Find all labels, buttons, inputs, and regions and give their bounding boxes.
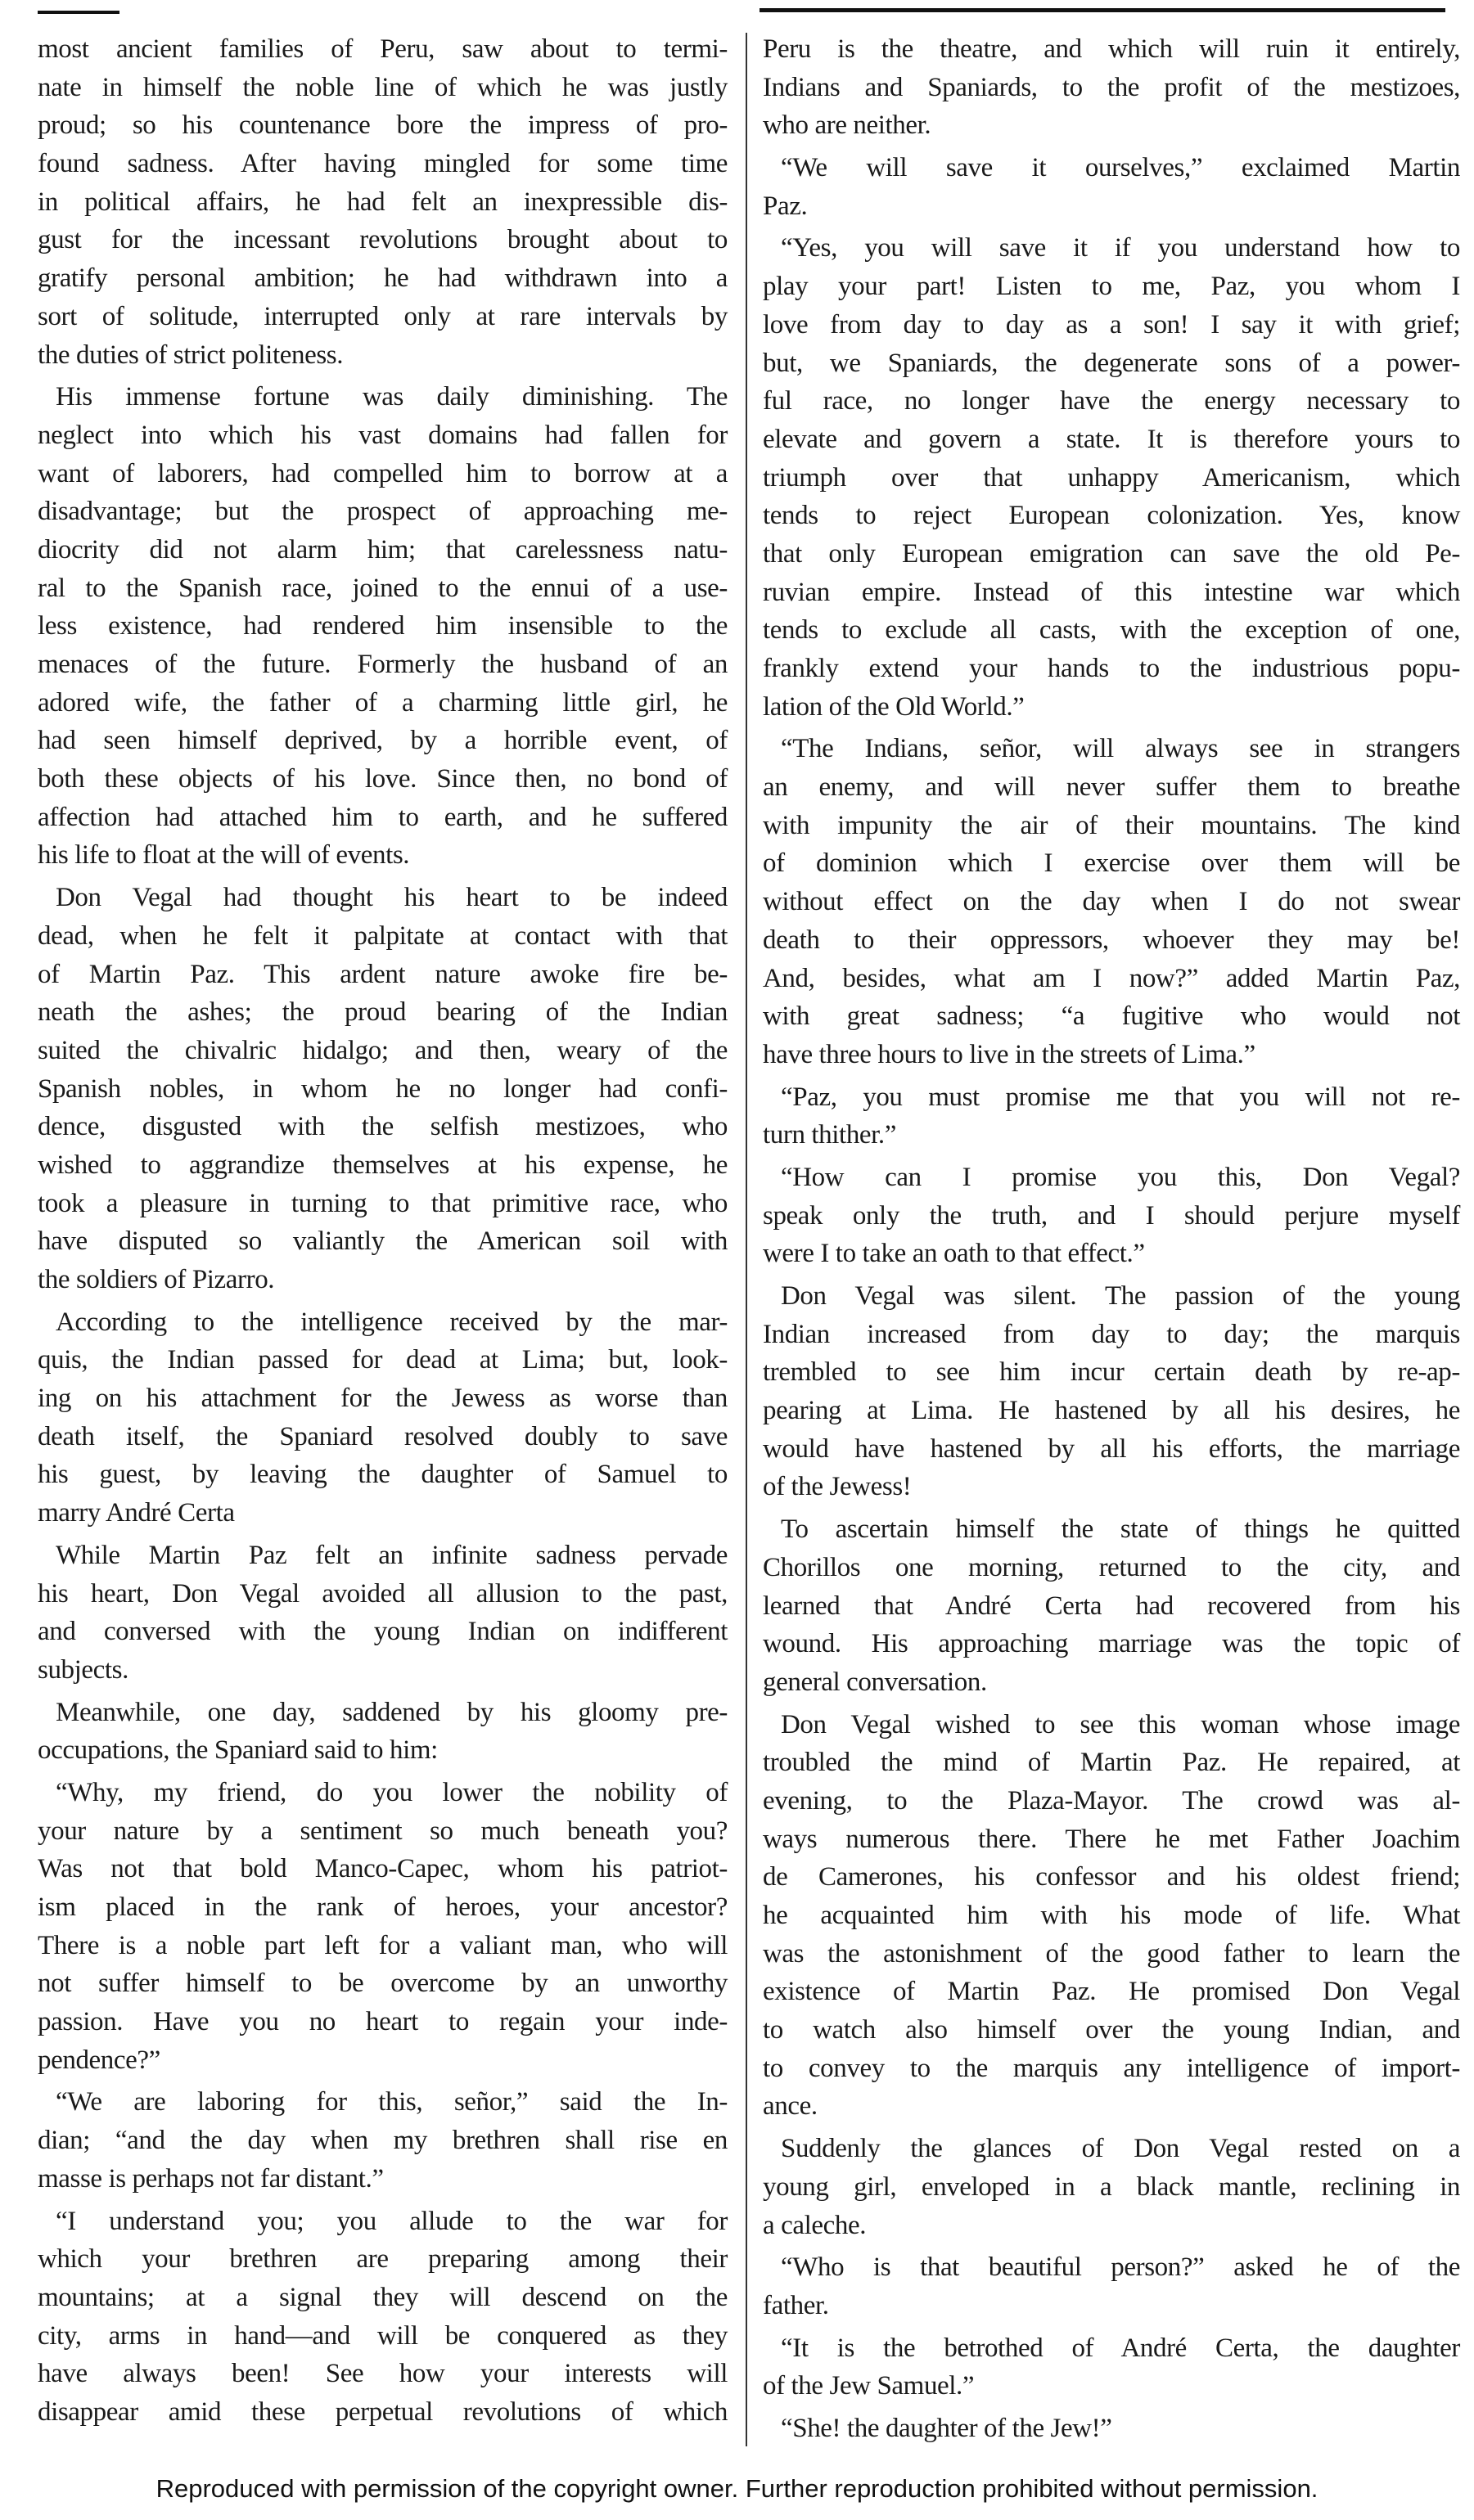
text-line: “Yes, you will save it if you understand how to <box>781 233 1460 263</box>
text-line: ful race, no longer have the energy necessary to <box>763 386 1460 416</box>
paragraph <box>763 2130 1460 2244</box>
text-line: ral to the Spanish race, joined to the ennui of a use- <box>38 573 728 603</box>
text-line: triumph over that unhappy Americanism, which <box>763 462 1460 493</box>
text-line: ance. <box>763 2091 818 2122</box>
top-rule-right <box>760 8 1445 12</box>
text-line: de Camerones, his confessor and his oldest friend; <box>763 1862 1460 1892</box>
text-line: “Why, my friend, do you lower the nobility of <box>56 1777 728 1807</box>
text-line: subjects. <box>38 1654 128 1685</box>
text-line: lation of the Old World.” <box>763 691 1025 722</box>
text-line: proud; so his countenance bore the impress of pro- <box>38 110 728 141</box>
text-line: father. <box>763 2290 829 2320</box>
text-line: without effect on the day when I do not swear <box>763 887 1460 917</box>
text-line: dead, when he felt it palpitate at contact with that <box>38 920 728 951</box>
text-line: “She! the daughter of the Jew!” <box>781 2413 1112 2443</box>
text-line: passion. Have you no heart to regain your inde- <box>38 2007 728 2037</box>
text-line: his life to float at the will of events. <box>38 840 410 871</box>
text-line: masse is perhaps not far distant.” <box>38 2163 384 2194</box>
text-line: who are neither. <box>763 110 931 141</box>
text-line: disadvantage; but the prospect of approaching me- <box>38 497 728 527</box>
text-line: There is a noble part left for a valiant man, who will <box>38 1930 728 1960</box>
paragraph <box>763 2329 1460 2405</box>
text-line: mountains; at a signal they will descend on the <box>38 2282 728 2312</box>
text-line: “Paz, you must promise me that you will not re- <box>781 1082 1460 1112</box>
text-line: Meanwhile, one day, saddened by his gloomy pre- <box>56 1697 728 1727</box>
text-line: Spanish nobles, in whom he no longer had confi- <box>38 1073 728 1104</box>
text-line: the duties of strict politeness. <box>38 340 344 370</box>
text-line: trembled to see him incur certain death by re-ap- <box>763 1357 1460 1388</box>
text-line: wished to aggrandize themselves at his expense, he <box>38 1150 728 1180</box>
text-line: disappear amid these perpetual revolutions of which <box>38 2396 728 2427</box>
text-line: he acquainted him with his mode of life. What <box>763 1901 1460 1930</box>
paragraph <box>763 1159 1460 1273</box>
text-line: not suffer himself to be overcome by an unworthy <box>38 1969 728 1999</box>
text-line: ways numerous there. There he met Father Joachim <box>763 1824 1460 1854</box>
text-line: which your brethren are preparing among their <box>38 2244 728 2275</box>
text-line: a caleche. <box>763 2210 867 2240</box>
paragraph <box>763 2248 1460 2324</box>
text-line: affection had attached him to earth, and he suffered <box>38 802 728 832</box>
copyright-footer: Reproduced with permission of the copyright owner. Further reproduction prohibited without permission. <box>156 2474 1318 2503</box>
text-line: an enemy, and will never suffer them to breathe <box>763 772 1460 803</box>
text-line: tends to exclude all casts, with the exception of one, <box>763 615 1460 646</box>
text-line: pendence?” <box>38 2045 160 2075</box>
text-line: “How can I promise you this, Don Vegal? <box>781 1162 1460 1192</box>
text-line: ism placed in the rank of heroes, your ancestor? <box>38 1892 728 1922</box>
text-line: Don Vegal had thought his heart to be indeed <box>56 883 728 913</box>
text-line: diocrity did not alarm him; that carelessness natu- <box>38 534 728 565</box>
text-line: both these objects of his love. Since then, no bond of <box>38 764 728 794</box>
text-line: found sadness. After having mingled for some time <box>38 149 728 179</box>
text-line: His immense fortune was daily diminishing. The <box>56 382 728 412</box>
text-line: “We will save it ourselves,” exclaimed Martin <box>781 153 1460 183</box>
text-line: occupations, the Spaniard said to him: <box>38 1735 438 1766</box>
text-line: less existence, had rendered him insensible to the <box>38 611 728 641</box>
text-line: While Martin Paz felt an infinite sadness pervade <box>56 1540 728 1570</box>
text-line: to watch also himself over the young Indian, and <box>763 2015 1460 2045</box>
top-rule-left <box>38 11 119 14</box>
text-line: dian; “and the day when my brethren shall rise en <box>38 2126 728 2156</box>
text-line: pearing at Lima. He hastened by all his desires, he <box>763 1396 1460 1426</box>
text-line: was the astonishment of the good father to learn the <box>763 1938 1460 1969</box>
text-line: turn thither.” <box>763 1120 897 1150</box>
text-line: gratify personal ambition; he had withdrawn into a <box>38 263 728 294</box>
text-line: had seen himself deprived, by a horrible event, of <box>38 726 728 756</box>
text-line: existence of Martin Paz. He promised Don Vegal <box>763 1977 1460 2007</box>
text-line: general conversation. <box>763 1667 987 1697</box>
text-line: death itself, the Spaniard resolved doubly to save <box>38 1421 728 1451</box>
text-line: love from day to day as a son! I say it with grief; <box>763 309 1460 340</box>
text-line: tends to reject European colonization. Yes, know <box>763 501 1460 531</box>
text-line: ruvian empire. Instead of this intestine war which <box>763 577 1460 607</box>
text-line: sort of solitude, interrupted only at rare intervals by <box>38 301 728 331</box>
paragraph <box>38 378 728 875</box>
text-line: According to the intelligence received by the mar- <box>56 1307 728 1337</box>
text-line: evening, to the Plaza-Mayor. The crowd was al- <box>763 1785 1460 1816</box>
text-line: frankly extend your hands to the industrious popu- <box>763 654 1460 683</box>
text-line: in political affairs, he had felt an inexpressible dis- <box>38 187 728 217</box>
text-line: his heart, Don Vegal avoided all allusion to the past, <box>38 1578 728 1609</box>
text-line: To ascertain himself the state of things he quitted <box>781 1514 1460 1545</box>
text-line: Indians and Spaniards, to the profit of the mestizoes, <box>763 72 1460 102</box>
text-line: to convey to the marquis any intelligence of import- <box>763 2053 1460 2083</box>
paragraph <box>763 2410 1460 2448</box>
text-line: “Who is that beautiful person?” asked he of the <box>781 2252 1460 2283</box>
text-line: of Martin Paz. This ardent nature awoke fire be- <box>38 959 728 989</box>
right-column <box>763 30 1460 2452</box>
text-line: speak only the truth, and I should perjure myself <box>763 1200 1460 1231</box>
text-line: his guest, by leaving the daughter of Samuel to <box>38 1460 728 1490</box>
paragraph <box>763 1510 1460 1701</box>
text-line: of the Jew Samuel.” <box>763 2371 975 2401</box>
text-line: And, besides, what am I now?” added Martin Paz, <box>763 963 1460 993</box>
paragraph <box>38 1774 728 2080</box>
paragraph <box>38 1303 728 1532</box>
text-line: learned that André Certa had recovered from his <box>763 1591 1460 1621</box>
paragraph <box>763 149 1460 225</box>
text-line: and conversed with the young Indian on indifferent <box>38 1617 728 1647</box>
paragraph <box>38 1537 728 1690</box>
paragraph <box>763 1706 1460 2126</box>
paragraph <box>38 879 728 1299</box>
text-line: with great sadness; “a fugitive who would not <box>763 1001 1460 1032</box>
paragraph <box>763 30 1460 145</box>
text-line: took a pleasure in turning to that primitive race, who <box>38 1188 728 1218</box>
text-line: with impunity the air of their mountains. The kind <box>763 810 1460 840</box>
text-line: have always been! See how your interests will <box>38 2359 728 2389</box>
text-line: adored wife, the father of a charming little girl, he <box>38 687 728 718</box>
text-line: Chorillos one morning, returned to the city, and <box>763 1552 1460 1582</box>
text-line: troubled the mind of Martin Paz. He repaired, at <box>763 1748 1460 1778</box>
text-line: “I understand you; you allude to the war for <box>56 2206 728 2236</box>
text-line: city, arms in hand—and will be conquered as they <box>38 2320 728 2351</box>
text-line: ing on his attachment for the Jewess as worse than <box>38 1384 728 1414</box>
text-line: play your part! Listen to me, Paz, you whom I <box>763 272 1460 302</box>
text-line: have disputed so valiantly the American soil with <box>38 1226 728 1257</box>
text-line: death to their oppressors, whoever they may be! <box>763 925 1460 955</box>
text-line: most ancient families of Peru, saw about to termi- <box>38 34 728 64</box>
text-line: Suddenly the glances of Don Vegal rested on a <box>781 2134 1460 2164</box>
text-line: but, we Spaniards, the degenerate sons of a power- <box>763 348 1460 378</box>
text-line: would have hastened by all his efforts, the marriage <box>763 1433 1460 1464</box>
text-line: young girl, enveloped in a black mantle, reclining in <box>763 2171 1460 2202</box>
text-line: elevate and govern a state. It is therefore yours to <box>763 424 1460 454</box>
text-line: dence, disgusted with the selfish mestizoes, who <box>38 1112 728 1142</box>
paragraph <box>38 1694 728 1770</box>
paragraph <box>38 2083 728 2198</box>
paragraph <box>763 1078 1460 1154</box>
text-line: gust for the incessant revolutions brought about to <box>38 225 728 255</box>
text-line: were I to take an oath to that effect.” <box>763 1239 1145 1269</box>
column-divider <box>746 33 747 2446</box>
text-line: wound. His approaching marriage was the topic of <box>763 1629 1460 1659</box>
text-line: of the Jewess! <box>763 1472 912 1502</box>
text-line: quis, the Indian passed for dead at Lima; but, look- <box>38 1345 728 1375</box>
text-line: that only European emigration can save the old Pe- <box>763 538 1460 569</box>
text-line: neath the ashes; the proud bearing of the Indian <box>38 997 728 1028</box>
left-column <box>38 30 728 2436</box>
text-line: “It is the betrothed of André Certa, the daughter <box>781 2333 1460 2363</box>
text-line: have three hours to live in the streets of Lima.” <box>763 1039 1255 1069</box>
text-line: “We are laboring for this, señor,” said the In- <box>56 2087 728 2117</box>
text-line: Was not that bold Manco-Capec, whom his patriot- <box>38 1854 728 1884</box>
text-line: want of laborers, had compelled him to borrow at a <box>38 458 728 488</box>
text-line: the soldiers of Pizarro. <box>38 1265 275 1294</box>
paragraph <box>763 730 1460 1073</box>
text-line: Paz. <box>763 191 808 221</box>
paragraph <box>763 229 1460 726</box>
text-line: “The Indians, señor, will always see in strangers <box>781 734 1460 764</box>
text-line: marry André Certa <box>38 1498 235 1528</box>
paragraph <box>38 30 728 374</box>
text-line: nate in himself the noble line of which he was justly <box>38 72 728 102</box>
text-line: Don Vegal was silent. The passion of the young <box>781 1281 1460 1311</box>
text-line: of dominion which I exercise over them will be <box>763 848 1460 879</box>
text-line: Peru is the theatre, and which will ruin it entirely, <box>763 34 1460 64</box>
text-line: Don Vegal wished to see this woman whose image <box>781 1709 1460 1739</box>
text-line: suited the chivalric hidalgo; and then, weary of the <box>38 1035 728 1065</box>
text-line: your nature by a sentiment so much beneath you? <box>38 1816 728 1846</box>
paragraph <box>763 1277 1460 1506</box>
paragraph <box>38 2203 728 2432</box>
text-line: menaces of the future. Formerly the husband of an <box>38 650 728 679</box>
text-line: neglect into which his vast domains had fallen for <box>38 420 728 450</box>
text-line: Indian increased from day to day; the marquis <box>763 1319 1460 1349</box>
